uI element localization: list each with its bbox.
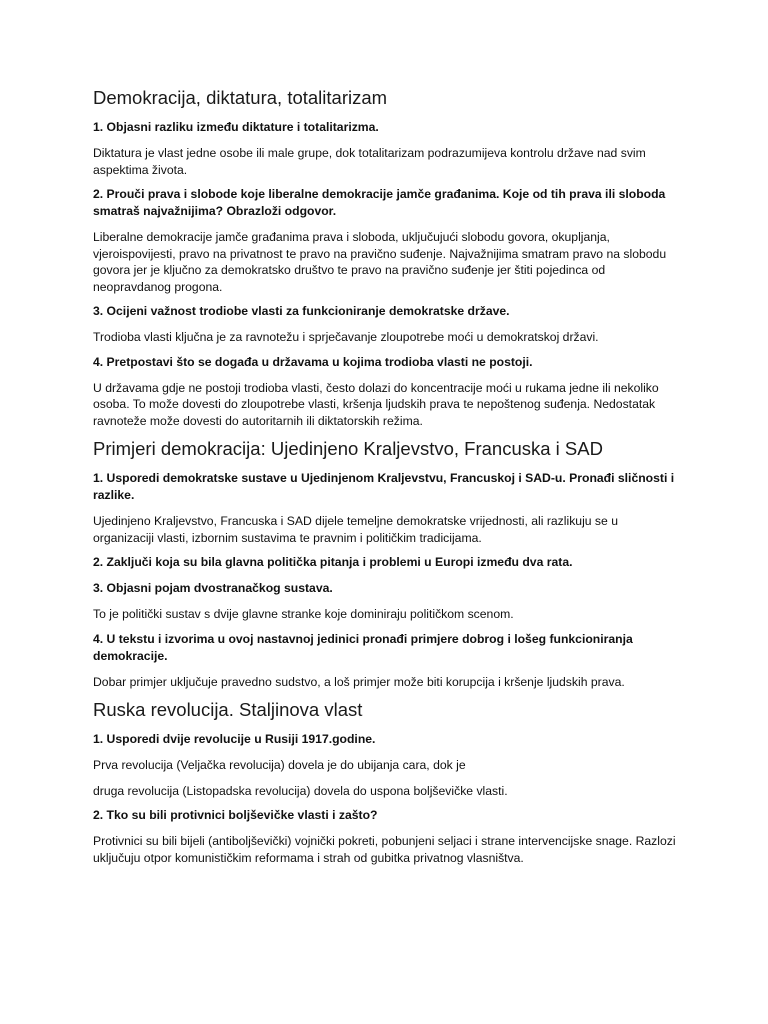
question: 2. Tko su bili protivnici boljševičke vlasti i zašto? [93,808,378,822]
question: 1. Objasni razliku između diktature i totalitarizma. [93,120,379,134]
question: 1. Usporedi demokratske sustave u Ujedinjenom Kraljevstvu, Francuskoj i SAD-u. Pronađi sličnosti i razlike. [93,471,675,502]
answer: To je politički sustav s dvije glavne stranke koje dominiraju političkom scenom. [93,607,514,621]
answer: Protivnici su bili bijeli (antiboljševički) vojnički pokreti, pobunjeni seljaci i strane intervencijske snage. Razlozi uključuju otpor komunističkim reformama i strah od gubitka privatnog vlasništva. [93,834,676,865]
question: 3. Objasni pojam dvostranačkog sustava. [93,581,333,595]
section-primjeri-demokracija [93,437,678,690]
answer: Trodioba vlasti ključna je za ravnotežu i sprječavanje zloupotrebe moći u demokratskoj državi. [93,330,599,344]
answer: druga revolucija (Listopadska revolucija) dovela do uspona boljševičke vlasti. [93,783,508,798]
section-ruska-revolucija [93,698,678,866]
answer: Prva revolucija (Veljačka revolucija) dovela je do ubijanja cara, dok je [93,758,466,772]
question: 3. Ocijeni važnost trodiobe vlasti za funkcioniranje demokratske države. [93,304,510,318]
section-demokracija [93,86,678,429]
section-heading: Ruska revolucija. Staljinova vlast [93,699,363,720]
question: 2. Prouči prava i slobode koje liberalne demokracije jamče građanima. Koje od tih prava ili sloboda smatraš najvažnijima? Obrazloži odgovor. [93,187,666,218]
question: 2. Zaključi koja su bila glavna politička pitanja i problemi u Europi između dva rata. [93,555,573,569]
document-page [93,86,678,874]
question: 4. Pretpostavi što se događa u državama u kojima trodioba vlasti ne postoji. [93,354,533,369]
answer: Dobar primjer uključuje pravedno sudstvo, a loš primjer može biti korupcija i kršenje ljudskih prava. [93,674,625,689]
section-heading: Demokracija, diktatura, totalitarizam [93,87,388,108]
question: 1. Usporedi dvije revolucije u Rusiji 1917.godine. [93,732,376,746]
section-heading: Primjeri demokracija: Ujedinjeno Kraljevstvo, Francuska i SAD [93,438,603,459]
answer: Diktatura je vlast jedne osobe ili male grupe, dok totalitarizam podrazumijeva kontrolu države nad svim aspektima života. [93,146,646,177]
answer: U državama gdje ne postoji trodioba vlasti, često dolazi do koncentracije moći u rukama jedne ili nekoliko osoba. To može dovesti do zloupotrebe vlasti, kršenja ljudskih prava te nepoštenog suđenja. Nedostatak ravnoteže može dovesti do autoritarnih ili diktatorskih režima. [93,380,659,428]
answer: Liberalne demokracije jamče građanima prava i sloboda, uključujući slobodu govora, okupljanja, vjeroispovijesti, pravo na privatnost te pravo na pravično suđenje. Najvažnijima smatram pravo na slobodu govora jer je ključno za demokratsko društvo te pravo na pravično suđenje jer štiti pojedinca od neopravdanog progona. [93,230,667,294]
question: 4. U tekstu i izvorima u ovoj nastavnoj jedinici pronađi primjere dobrog i lošeg funkcioniranja demokracije. [93,631,633,663]
answer: Ujedinjeno Kraljevstvo, Francuska i SAD dijele temeljne demokratske vrijednosti, ali razlikuju se u organizaciji vlasti, izbornim sustavima te pravnim i političkim tradicijama. [93,514,618,545]
